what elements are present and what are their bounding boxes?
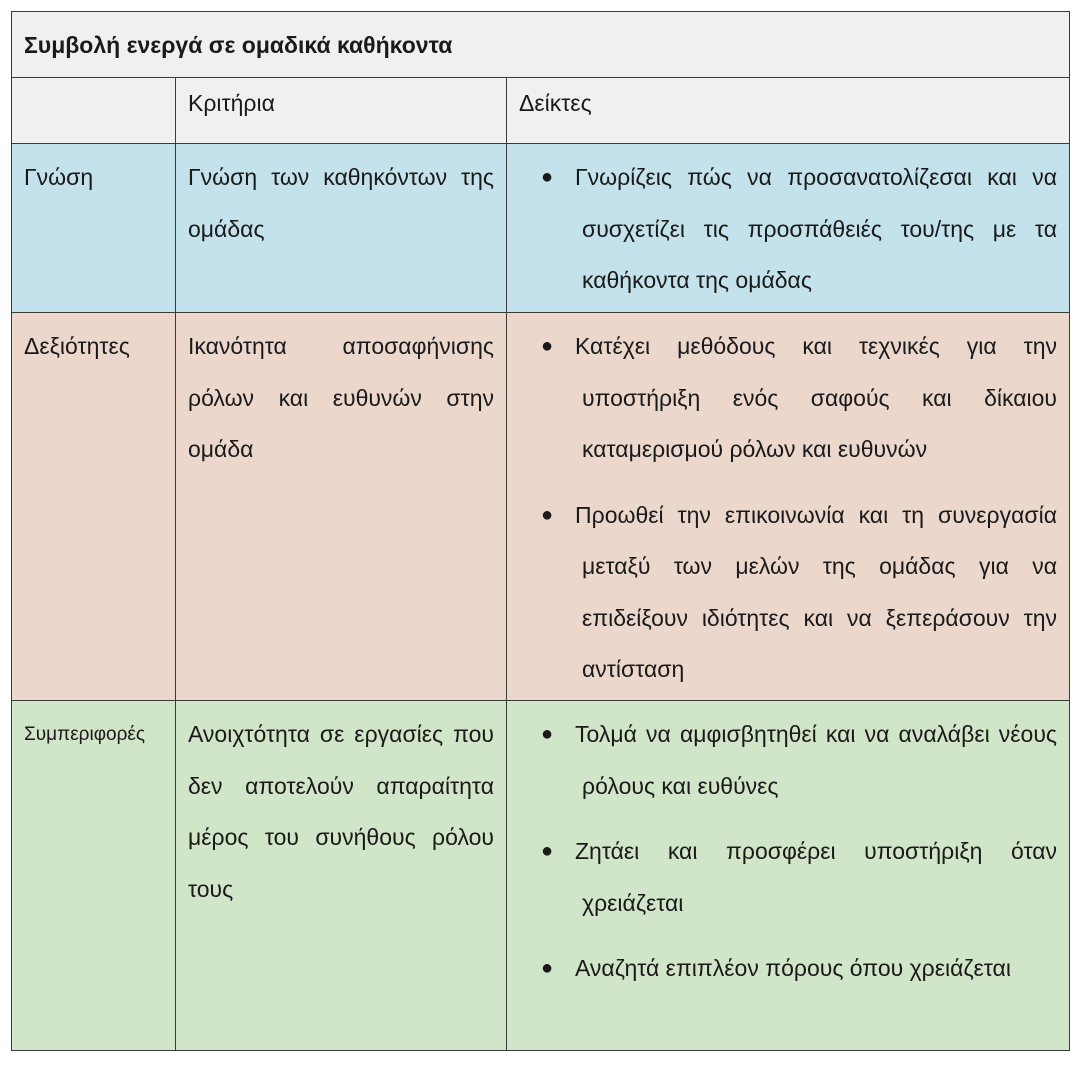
header-blank — [12, 78, 176, 144]
bullet-icon: ● — [541, 957, 554, 979]
bullet-icon: ● — [541, 723, 554, 745]
table-row-behaviors — [12, 701, 1070, 1051]
bullet-icon: ● — [541, 335, 554, 357]
header-criteria: Κριτήρια — [176, 78, 507, 144]
criterion-skills: Ικανότητα αποσαφήνισης ρόλων και ευθυνών στην ομάδα — [176, 313, 507, 701]
bullet-icon: ● — [541, 166, 554, 188]
table-row-skills — [12, 313, 1070, 701]
indicator-item: ● Προωθεί την επικοινωνία και τη συνεργασία μεταξύ των μελών της ομάδας για να επιδείξουν ιδιότητες και να ξεπεράσουν την αντίσταση — [575, 490, 1057, 696]
indicator-list — [519, 709, 1057, 995]
row-label-behaviors: Συμπεριφορές — [12, 701, 176, 1051]
criterion-knowledge: Γνώση των καθηκόντων της ομάδας — [176, 144, 507, 313]
competency-table — [11, 11, 1070, 1051]
indicator-item: ● Ζητάει και προσφέρει υποστήριξη όταν χρειάζεται — [575, 826, 1057, 929]
bullet-icon: ● — [541, 840, 554, 862]
table-title: Συμβολή ενεργά σε ομαδικά καθήκοντα — [12, 12, 1070, 78]
indicator-list — [519, 152, 1057, 307]
indicators-knowledge — [507, 144, 1070, 313]
header-row — [12, 78, 1070, 144]
indicator-item: ● Τολμά να αμφισβητηθεί και να αναλάβει νέους ρόλους και ευθύνες — [575, 709, 1057, 812]
row-label-knowledge: Γνώση — [12, 144, 176, 313]
indicators-skills — [507, 313, 1070, 701]
indicator-item: ● Κατέχει μεθόδους και τεχνικές για την υποστήριξη ενός σαφούς και δίκαιου καταμερισμού ρόλων και ευθυνών — [575, 321, 1057, 476]
indicator-item: ● Αναζητά επιπλέον πόρους όπου χρειάζεται — [575, 943, 1057, 995]
header-indicators: Δείκτες — [507, 78, 1070, 144]
criterion-behaviors: Ανοιχτότητα σε εργασίες που δεν αποτελούν απαραίτητα μέρος του συνήθους ρόλου τους — [176, 701, 507, 1051]
indicator-list — [519, 321, 1057, 696]
bullet-icon: ● — [541, 503, 554, 526]
indicator-item: ● Γνωρίζεις πώς να προσανατολίζεσαι και να συσχετίζει τις προσπάθειές του/της με τα καθήκοντα της ομάδας — [575, 152, 1057, 307]
title-row — [12, 12, 1070, 78]
indicators-behaviors — [507, 701, 1070, 1051]
row-label-skills: Δεξιότητες — [12, 313, 176, 701]
table-row-knowledge — [12, 144, 1070, 313]
